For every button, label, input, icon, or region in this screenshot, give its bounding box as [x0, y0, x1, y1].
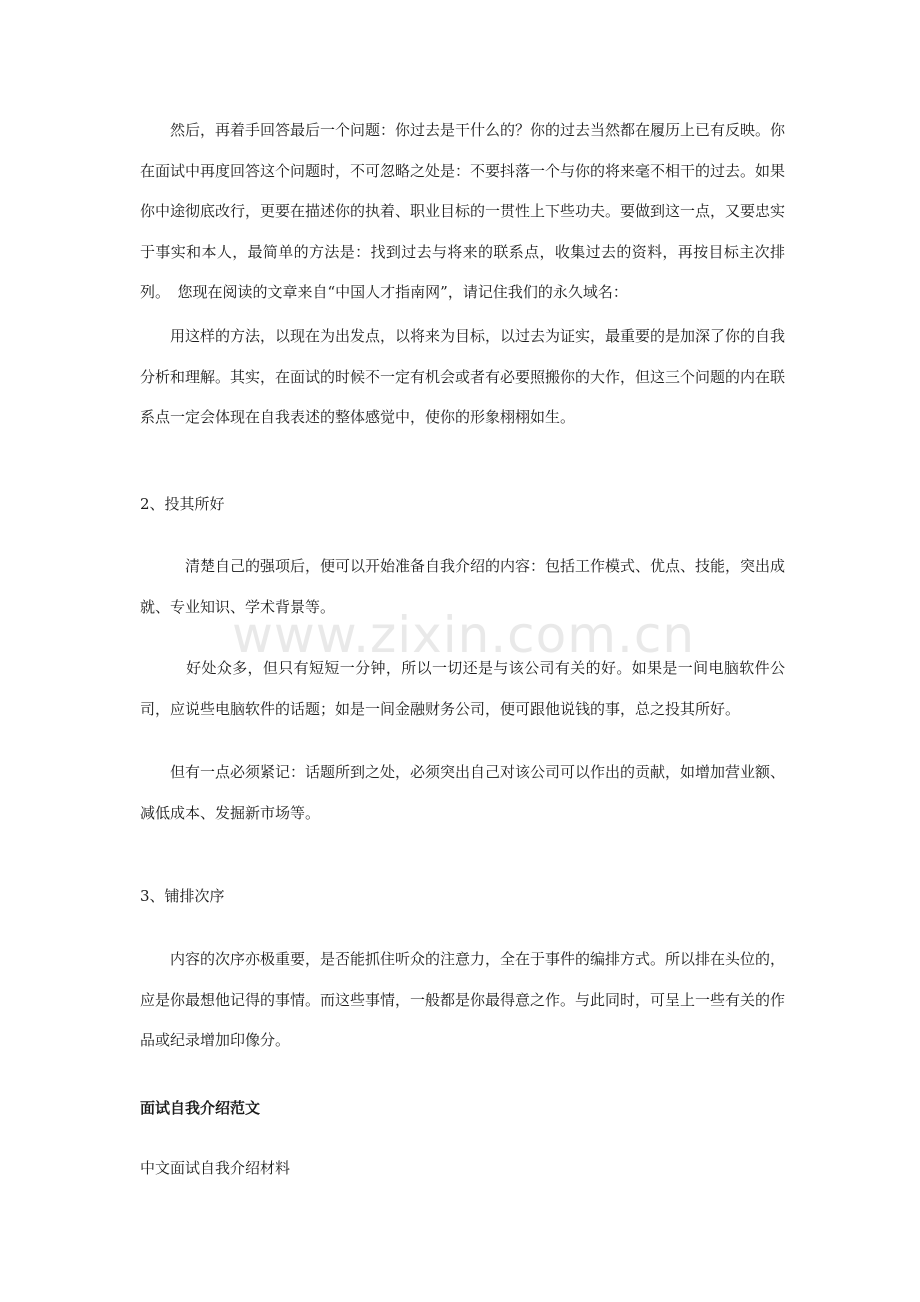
- section-heading-3: 3、铺排次序: [140, 887, 225, 905]
- paragraph-order: 内容的次序亦极重要，是否能抓住听众的注意力，全在于事件的编排方式。所以排在头位的，应是你最想他记得的事情。而这些事情，一般都是你最得意之作。与此同时，可呈上一些有关的作品或纪录增加印像分。: [140, 950, 786, 1049]
- paragraph-company-relevance: 好处众多，但只有短短一分钟，所以一切还是与该公司有关的好。如果是一间电脑软件公司，应说些电脑软件的话题；如是一间金融财务公司，便可跟他说钱的事，总之投其所好。: [140, 659, 785, 718]
- watermark-text: www.zixin.com.cn: [232, 606, 696, 664]
- paragraph-past-experience: 然后，再着手回答最后一个问题：你过去是干什么的？你的过去当然都在履历上已有反映。你在面试中再度回答这个问题时，不可忽略之处是：不要抖落一个与你的将来毫不相干的过去。如果你中途彻底改行，更要在描述你的执着、职业目标的一贯性上下些功夫。要做到这一点，又要忠实于事实和本人，最简单的方法是：找到过去与将来的联系点，收集过去的资料，再按目标主次排列。 您现在阅读的文章来自“中国人才指南网”，请记住我们的永久域名：: [140, 121, 786, 301]
- paragraph-contribution: 但有一点必须紧记：话题所到之处，必须突出自己对该公司可以作出的贡献，如增加营业额、减低成本、发掘新市场等。: [140, 763, 786, 822]
- section-heading-2: 2、投其所好: [140, 495, 225, 513]
- section-subtitle-material: 中文面试自我介绍材料: [140, 1159, 291, 1177]
- section-title-sample: 面试自我介绍范文: [140, 1099, 261, 1117]
- paragraph-method-summary: 用这样的方法，以现在为出发点，以将来为目标，以过去为证实，最重要的是加深了你的自我分析和理解。其实，在面试的时候不一定有机会或者有必要照搬你的大作，但这三个问题的内在联系点一定会体现在自我表述的整体感觉中，使你的形象栩栩如生。: [140, 327, 786, 426]
- paragraph-strengths: 清楚自己的强项后，便可以开始准备自我介绍的内容：包括工作模式、优点、技能，突出成就、专业知识、学术背景等。: [140, 557, 786, 616]
